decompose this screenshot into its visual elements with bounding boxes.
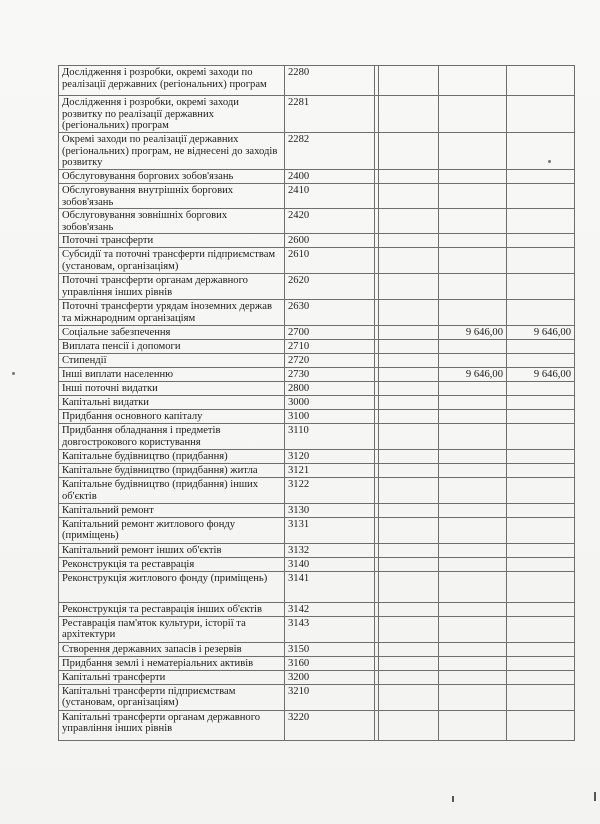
- table-row: [59, 368, 575, 382]
- value-cell: [439, 410, 507, 424]
- value-cell: [507, 300, 575, 326]
- row-label: Інші виплати населенню: [59, 368, 285, 382]
- row-label: Поточні трансферти урядам іноземних держав та міжнародним організаціям: [59, 300, 285, 326]
- value-cell: [507, 656, 575, 670]
- row-code: 2280: [285, 66, 375, 96]
- value-cell: [379, 684, 439, 710]
- row-label: Дослідження і розробки, окремі заходи по реалізації державних (регіональних) програм: [59, 66, 285, 96]
- value-cell: [379, 209, 439, 234]
- value-cell: [507, 478, 575, 503]
- value-cell: [379, 424, 439, 450]
- value-cell: 9 646,00: [507, 326, 575, 340]
- row-code: 2700: [285, 326, 375, 340]
- row-label: Інші поточні видатки: [59, 382, 285, 396]
- table-row: [59, 66, 575, 96]
- table-row: [59, 503, 575, 517]
- value-cell: [379, 382, 439, 396]
- value-cell: [507, 96, 575, 133]
- row-code: 3150: [285, 642, 375, 656]
- value-cell: [379, 602, 439, 616]
- row-code: 3130: [285, 503, 375, 517]
- value-cell: [379, 543, 439, 557]
- value-cell: [439, 478, 507, 503]
- row-code: 3131: [285, 517, 375, 543]
- value-cell: [439, 616, 507, 642]
- value-cell: [507, 670, 575, 684]
- row-label: Капітальні трансферти підприємствам (установам, організаціям): [59, 684, 285, 710]
- value-cell: [379, 642, 439, 656]
- row-code: 2281: [285, 96, 375, 133]
- value-cell: [439, 382, 507, 396]
- value-cell: [507, 543, 575, 557]
- row-code: 2720: [285, 354, 375, 368]
- row-label: Придбання основного капіталу: [59, 410, 285, 424]
- row-code: 3122: [285, 478, 375, 503]
- table-row: [59, 571, 575, 602]
- value-cell: [439, 656, 507, 670]
- value-cell: [439, 209, 507, 234]
- value-cell: [439, 184, 507, 209]
- table-row: [59, 684, 575, 710]
- value-cell: [379, 478, 439, 503]
- row-code: 2410: [285, 184, 375, 209]
- value-cell: [507, 616, 575, 642]
- table-row: [59, 300, 575, 326]
- value-cell: [507, 170, 575, 184]
- value-cell: [379, 503, 439, 517]
- value-cell: [379, 656, 439, 670]
- row-code: 2420: [285, 209, 375, 234]
- row-label: Обслуговування зовнішніх боргових зобов'язань: [59, 209, 285, 234]
- value-cell: [379, 326, 439, 340]
- value-cell: [379, 616, 439, 642]
- value-cell: [439, 340, 507, 354]
- row-label: Капітальні видатки: [59, 396, 285, 410]
- row-label: Капітальне будівництво (придбання) інших об'єктів: [59, 478, 285, 503]
- row-code: 3140: [285, 557, 375, 571]
- row-code: 2610: [285, 248, 375, 274]
- row-code: 2620: [285, 274, 375, 300]
- value-cell: [507, 209, 575, 234]
- value-cell: [379, 96, 439, 133]
- value-cell: [439, 354, 507, 368]
- row-code: 3141: [285, 571, 375, 602]
- table-row: [59, 642, 575, 656]
- value-cell: [507, 354, 575, 368]
- value-cell: [507, 66, 575, 96]
- value-cell: [379, 66, 439, 96]
- value-cell: [507, 517, 575, 543]
- table-row: [59, 248, 575, 274]
- value-cell: 9 646,00: [439, 326, 507, 340]
- value-cell: [439, 571, 507, 602]
- table-row: [59, 209, 575, 234]
- row-code: 2710: [285, 340, 375, 354]
- value-cell: [507, 503, 575, 517]
- value-cell: [439, 133, 507, 170]
- value-cell: [507, 424, 575, 450]
- table-row: [59, 234, 575, 248]
- table-row: [59, 396, 575, 410]
- value-cell: [379, 557, 439, 571]
- value-cell: [379, 368, 439, 382]
- value-cell: [439, 517, 507, 543]
- table-row: [59, 478, 575, 503]
- value-cell: [379, 274, 439, 300]
- budget-expenditure-table: [58, 65, 575, 741]
- value-cell: [439, 642, 507, 656]
- row-code: 3220: [285, 710, 375, 740]
- value-cell: [379, 450, 439, 464]
- value-cell: [379, 248, 439, 274]
- value-cell: [379, 517, 439, 543]
- table-row: [59, 670, 575, 684]
- row-label: Поточні трансферти: [59, 234, 285, 248]
- table-row: [59, 133, 575, 170]
- value-cell: [439, 300, 507, 326]
- table-row: [59, 602, 575, 616]
- value-cell: [439, 557, 507, 571]
- row-label: Соціальне забезпечення: [59, 326, 285, 340]
- row-label: Капітальне будівництво (придбання) житла: [59, 464, 285, 478]
- value-cell: [507, 684, 575, 710]
- row-code: 3100: [285, 410, 375, 424]
- scan-speck: [12, 372, 15, 375]
- value-cell: [507, 382, 575, 396]
- value-cell: [507, 184, 575, 209]
- table-row: [59, 96, 575, 133]
- value-cell: [379, 464, 439, 478]
- value-cell: [507, 396, 575, 410]
- row-label: Реставрація пам'яток культури, історії та архітектури: [59, 616, 285, 642]
- row-label: Капітальне будівництво (придбання): [59, 450, 285, 464]
- value-cell: [439, 503, 507, 517]
- row-label: Окремі заходи по реалізації державних (регіональних) програм, не віднесені до заходів розвитку: [59, 133, 285, 170]
- value-cell: [507, 642, 575, 656]
- row-label: Капітальний ремонт житлового фонду (приміщень): [59, 517, 285, 543]
- table-row: [59, 274, 575, 300]
- scan-edge-mark: [452, 796, 454, 802]
- row-code: 3160: [285, 656, 375, 670]
- budget-table-body: [59, 66, 575, 741]
- row-code: 3210: [285, 684, 375, 710]
- table-row: [59, 184, 575, 209]
- row-code: 2600: [285, 234, 375, 248]
- row-label: Придбання землі і нематеріальних активів: [59, 656, 285, 670]
- value-cell: [439, 66, 507, 96]
- row-label: Реконструкція та реставрація: [59, 557, 285, 571]
- table-row: [59, 656, 575, 670]
- row-code: 2400: [285, 170, 375, 184]
- value-cell: [439, 602, 507, 616]
- value-cell: [439, 396, 507, 410]
- table-row: [59, 382, 575, 396]
- table-row: [59, 543, 575, 557]
- table-row: [59, 557, 575, 571]
- row-label: Стипендії: [59, 354, 285, 368]
- value-cell: [439, 543, 507, 557]
- value-cell: [439, 464, 507, 478]
- value-cell: [507, 133, 575, 170]
- value-cell: [379, 396, 439, 410]
- value-cell: [439, 670, 507, 684]
- row-label: Дослідження і розробки, окремі заходи розвитку по реалізації державних (регіональних) програм: [59, 96, 285, 133]
- table-row: [59, 354, 575, 368]
- row-label: Капітальний ремонт інших об'єктів: [59, 543, 285, 557]
- value-cell: [379, 340, 439, 354]
- value-cell: [507, 274, 575, 300]
- row-label: Капітальний ремонт: [59, 503, 285, 517]
- value-cell: [507, 450, 575, 464]
- row-code: 3110: [285, 424, 375, 450]
- value-cell: [507, 602, 575, 616]
- value-cell: [507, 710, 575, 740]
- row-label: Субсидії та поточні трансферти підприємствам (установам, організаціям): [59, 248, 285, 274]
- row-label: Обслуговування боргових зобов'язань: [59, 170, 285, 184]
- value-cell: [439, 96, 507, 133]
- value-cell: [507, 410, 575, 424]
- table-row: [59, 517, 575, 543]
- table-row: [59, 326, 575, 340]
- row-label: Виплата пенсії і допомоги: [59, 340, 285, 354]
- value-cell: [439, 234, 507, 248]
- row-code: 2730: [285, 368, 375, 382]
- table-row: [59, 464, 575, 478]
- row-code: 2630: [285, 300, 375, 326]
- value-cell: [439, 710, 507, 740]
- table-row: [59, 410, 575, 424]
- value-cell: [379, 234, 439, 248]
- value-cell: [507, 234, 575, 248]
- row-code: 3142: [285, 602, 375, 616]
- value-cell: [379, 571, 439, 602]
- row-code: 2800: [285, 382, 375, 396]
- value-cell: 9 646,00: [439, 368, 507, 382]
- value-cell: [439, 424, 507, 450]
- row-label: Капітальні трансферти: [59, 670, 285, 684]
- value-cell: [507, 340, 575, 354]
- value-cell: [379, 710, 439, 740]
- value-cell: [439, 450, 507, 464]
- row-label: Реконструкція та реставрація інших об'єктів: [59, 602, 285, 616]
- row-code: 3121: [285, 464, 375, 478]
- scan-edge-mark: [594, 792, 596, 801]
- table-row: [59, 170, 575, 184]
- row-code: 2282: [285, 133, 375, 170]
- row-label: Капітальні трансферти органам державного управління інших рівнів: [59, 710, 285, 740]
- value-cell: [379, 184, 439, 209]
- value-cell: [379, 300, 439, 326]
- row-label: Реконструкція житлового фонду (приміщень): [59, 571, 285, 602]
- value-cell: [439, 684, 507, 710]
- row-code: 3000: [285, 396, 375, 410]
- value-cell: [507, 464, 575, 478]
- value-cell: [379, 170, 439, 184]
- value-cell: [507, 248, 575, 274]
- row-label: Створення державних запасів і резервів: [59, 642, 285, 656]
- row-label: Придбання обладнання і предметів довгострокового користування: [59, 424, 285, 450]
- value-cell: [507, 571, 575, 602]
- value-cell: [439, 248, 507, 274]
- value-cell: [439, 274, 507, 300]
- row-code: 3132: [285, 543, 375, 557]
- table-row: [59, 450, 575, 464]
- table-row: [59, 616, 575, 642]
- value-cell: [379, 410, 439, 424]
- row-label: Обслуговування внутрішніх боргових зобов'язань: [59, 184, 285, 209]
- value-cell: [379, 133, 439, 170]
- scan-speck: [548, 160, 551, 163]
- value-cell: [507, 557, 575, 571]
- row-label: Поточні трансферти органам державного управління інших рівнів: [59, 274, 285, 300]
- value-cell: [379, 670, 439, 684]
- row-code: 3200: [285, 670, 375, 684]
- value-cell: [439, 170, 507, 184]
- table-row: [59, 424, 575, 450]
- table-row: [59, 710, 575, 740]
- value-cell: [379, 354, 439, 368]
- row-code: 3143: [285, 616, 375, 642]
- value-cell: 9 646,00: [507, 368, 575, 382]
- table-row: [59, 340, 575, 354]
- row-code: 3120: [285, 450, 375, 464]
